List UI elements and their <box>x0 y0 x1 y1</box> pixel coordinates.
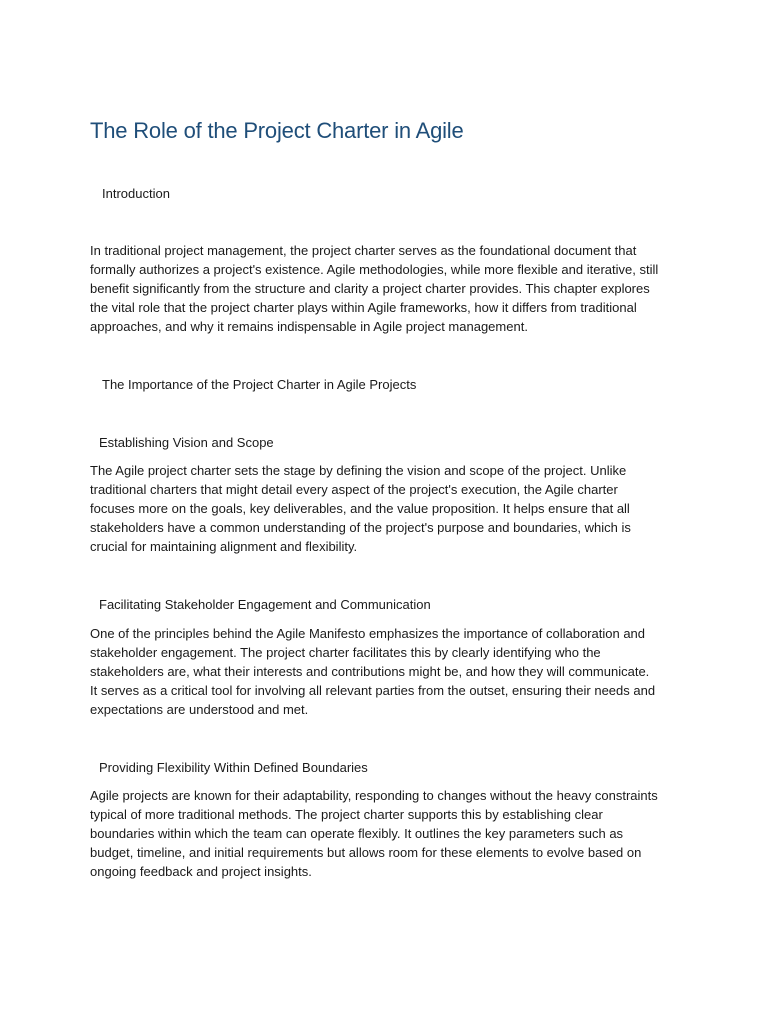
intro-paragraph <box>90 242 690 337</box>
paragraph-line: approaches, and why it remains indispensable in Agile project management. <box>90 318 528 334</box>
section-heading-flexibility: Providing Flexibility Within Defined Boundaries <box>99 760 368 775</box>
paragraph-line: focuses more on the goals, key deliverables, and the value proposition. It helps ensure that all <box>90 500 630 516</box>
paragraph-line: In traditional project management, the project charter serves as the foundational document that <box>90 243 637 258</box>
paragraph-line: expectations are understood and met. <box>90 701 309 717</box>
paragraph-line: crucial for maintaining alignment and flexibility. <box>90 538 358 554</box>
paragraph-line: ongoing feedback and project insights. <box>90 863 312 879</box>
paragraph-line: stakeholders have a common understanding of the project's purpose and boundaries, which is <box>90 519 631 535</box>
paragraph-line: formally authorizes a project's existence. Agile methodologies, while more flexible and iterative, still <box>90 261 659 277</box>
paragraph-line: benefit significantly from the structure and clarity a project charter provides. This chapter explores <box>90 280 650 296</box>
paragraph-line: traditional charters that might detail every aspect of the project's execution, the Agile charter <box>90 481 618 497</box>
paragraph-line: One of the principles behind the Agile Manifesto emphasizes the importance of collaboration and <box>90 626 646 641</box>
importance-heading: The Importance of the Project Charter in Agile Projects <box>102 377 417 392</box>
paragraph-line: typical of more traditional methods. The project charter supports this by establishing clear <box>90 806 603 822</box>
paragraph-line: The Agile project charter sets the stage by defining the vision and scope of the project. Unlike <box>90 463 627 478</box>
paragraph-line: Agile projects are known for their adaptability, responding to changes without the heavy constraints <box>90 788 658 803</box>
paragraph-line: budget, timeline, and initial requirements but allows room for these elements to evolve based on <box>90 844 642 860</box>
paragraph-line: It serves as a critical tool for involving all relevant parties from the outset, ensuring their needs and <box>90 682 656 698</box>
paragraph-line: stakeholders are, what their interests and contributions might be, and how they will communicate. <box>90 663 650 679</box>
paragraph-line: the vital role that the project charter plays within Agile frameworks, how it differs from traditional <box>90 299 637 315</box>
stakeholder-paragraph <box>90 625 690 720</box>
paragraph-line: boundaries within which the team can operate flexibly. It outlines the key parameters such as <box>90 825 624 841</box>
intro-heading: Introduction <box>102 186 170 201</box>
document-title: The Role of the Project Charter in Agile <box>90 118 464 143</box>
flexibility-paragraph <box>90 787 690 882</box>
section-heading-vision-scope: Establishing Vision and Scope <box>99 435 274 450</box>
paragraph-line: stakeholder engagement. The project charter facilitates this by clearly identifying who the <box>90 644 601 660</box>
vision-scope-paragraph <box>90 462 690 557</box>
section-heading-stakeholder: Facilitating Stakeholder Engagement and Communication <box>99 597 431 612</box>
